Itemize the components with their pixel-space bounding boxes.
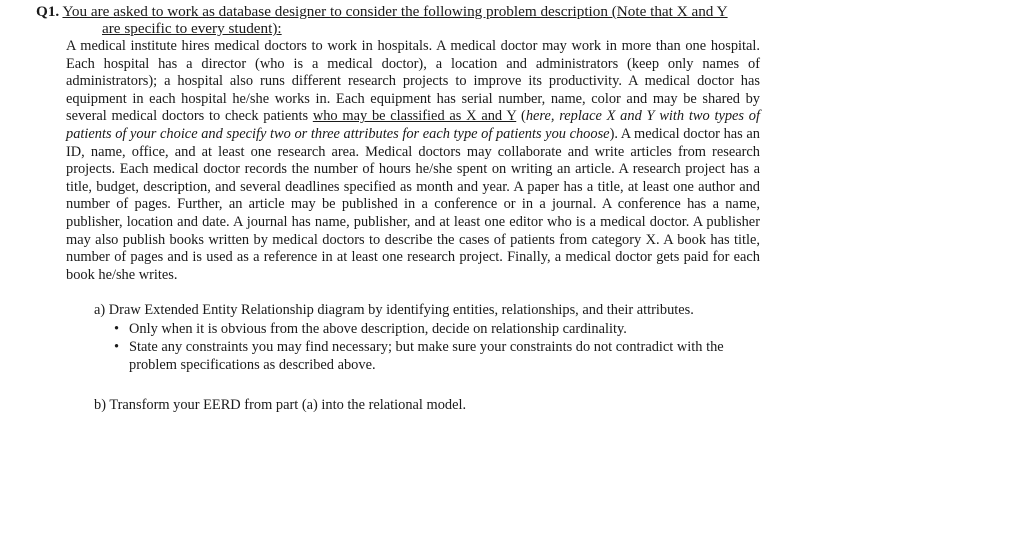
bullet-text: State any constraints you may find necessary; but make sure your constraints do not contradict with the problem specifications as described above. [129, 339, 724, 373]
description-paren-close: ). [609, 125, 618, 142]
question-heading-line2: are specific to every student): [102, 20, 282, 37]
question-heading-line1: You are asked to work as database designer to consider the following problem description (Note that X and Y [62, 3, 728, 20]
list-item [94, 321, 754, 339]
description-italic-note: here, replace X and Y with two types of patients of your choice and specify two or three attributes for each type of patients you choose [66, 108, 760, 142]
question-number: Q1. [36, 3, 60, 20]
description-underlined-text: who may be classified as X and Y [312, 108, 517, 125]
part-b-text: b) Transform your EERD from part (a) into the relational model. [94, 397, 467, 413]
description-text-continued: A medical doctor has an ID, name, office, and at least one research area. Medical doctors may collaborate and write articles from research projects. Each medical doctor records the number of hours he/she spent on writing an article. A research project has a title, budget, description, and several deadlines specified as month and year. A paper has a title, at least one author and number of pages. Further, an article may be published in a conference or in a journal. A conference has a name, publisher, location and date. A journal has name, publisher, and at least one editor who is a medical doctor. A publisher may also publish books written by medical doctors to describe the cases of patients from category X. A book has title, number of pages and is used as a reference in at least one research project. Finally, a medical doctor gets paid for each book he/she writes. [66, 125, 760, 283]
description-text: A medical institute hires medical doctors to work in hospitals. A medical doctor may work in more than one hospital. Each hospital has a director (who is a medical doctor), a location and administrators (keep only names of administrators); a hospital also runs different research projects to improve its productivity. A medical doctor has equipment in each hospital he/she works in. Each equipment has serial number, name, color and may be shared by several medical doctors to check patients [66, 38, 760, 125]
bullet-text: Only when it is obvious from the above description, decide on relationship cardinality. [129, 320, 627, 337]
bullet-icon: • [114, 320, 120, 337]
part-b [94, 397, 754, 415]
part-a-bullet-list [94, 321, 754, 375]
problem-description [66, 38, 760, 284]
bullet-icon: • [114, 339, 120, 356]
part-a [94, 302, 754, 374]
part-a-text: a) Draw Extended Entity Relationship diagram by identifying entities, relationships, and their attributes. [94, 302, 694, 318]
list-item [94, 339, 754, 374]
question-heading [36, 3, 756, 37]
description-paren-open: ( [516, 108, 526, 125]
